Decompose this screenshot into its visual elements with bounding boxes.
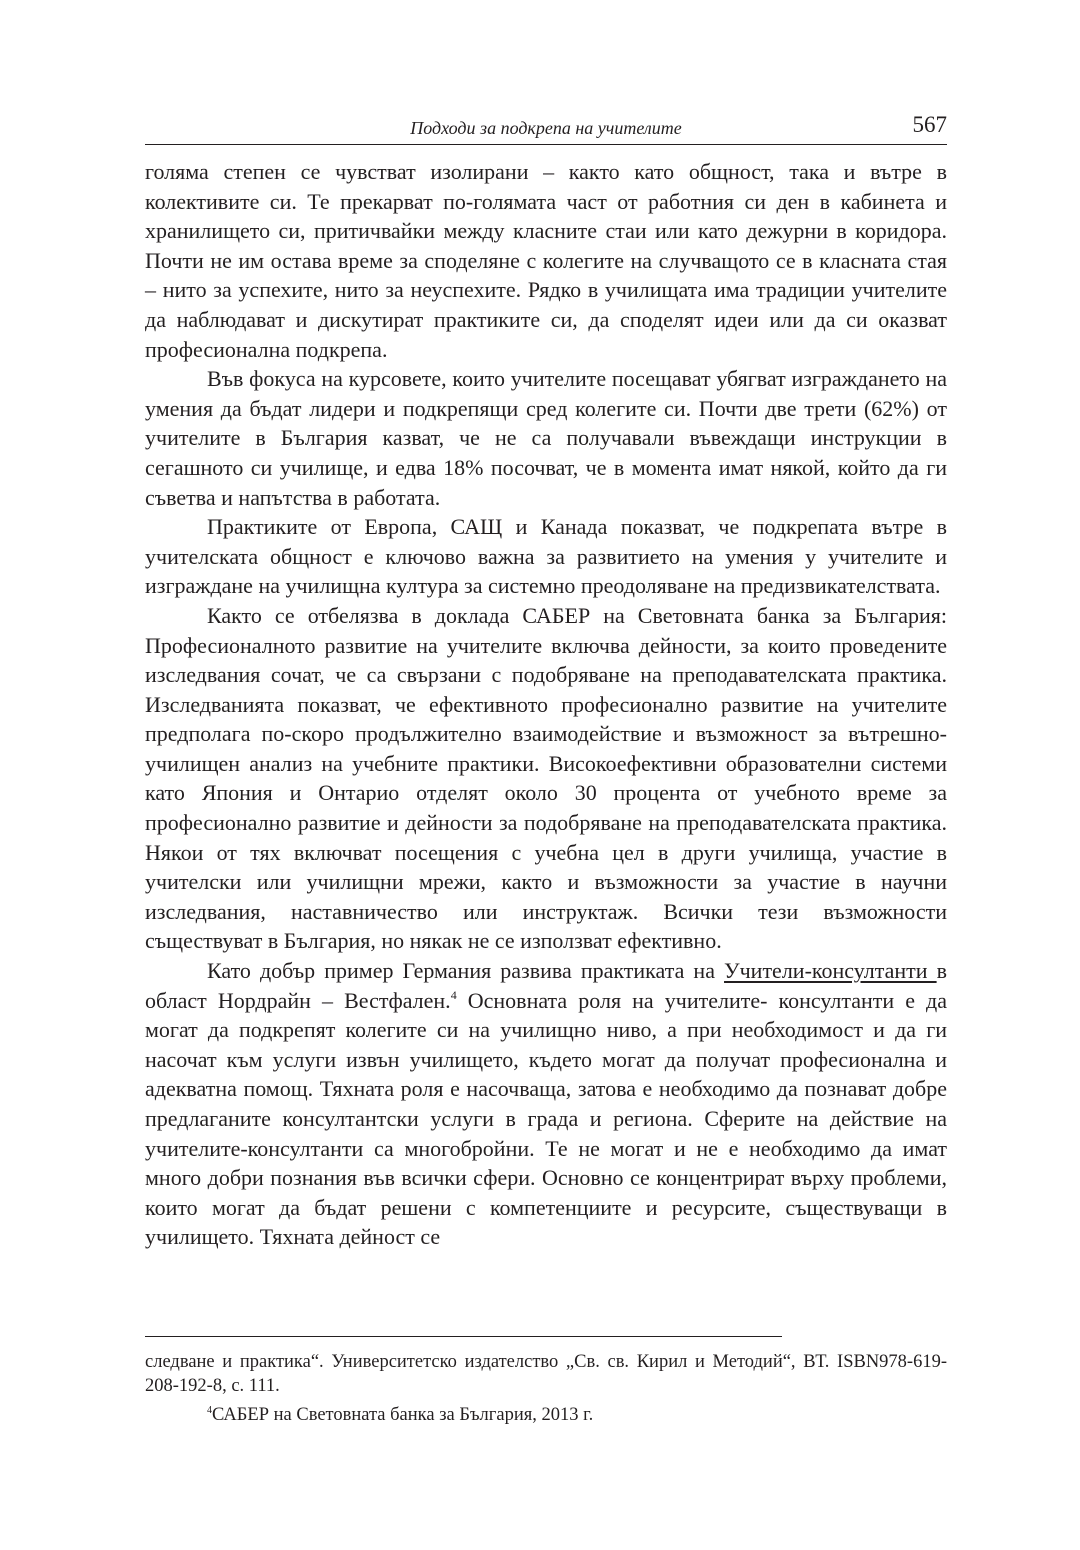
paragraph-2: Във фокуса на курсовете, които учителите посещават убягват изграждането на умения да бъдат лидери и подкрепящи сред колегите си. Почти две трети (62%) от учителите в България казват, че не са получавали въвеждащи инструкции в сегашното си училище, и едва 18% посочват, че в момента имат някой, който да ги съветва и напътства в работата.	[145, 366, 947, 510]
page-number: 567	[912, 112, 947, 137]
running-head	[145, 110, 947, 145]
running-title: Подходи за подкрепа на учителите	[410, 118, 682, 138]
footnotes	[145, 1350, 947, 1427]
footnote-4-marker: 4	[207, 1405, 212, 1416]
body-text	[145, 157, 947, 1252]
teacher-consultants-link[interactable]: Учители-консултанти	[724, 958, 937, 984]
page	[145, 110, 947, 1252]
paragraph-5-end: Основната роля на учителите- консултанти е да могат да подкрепят колегите си на училищно ниво, а при необходимост и да ги насочат към услуги извън училището, където могат да получат професионална и адекватна помощ. Тяхната роля е насочваща, затова е необходимо да познават добре предлаганите консултантски услуги в града и региона. Сферите на действие на учителите-консултанти са многобройни. Те не могат и не е необходимо да имат много добри познания във всички сфери. Основно се концентрират върху проблеми, които могат да бъдат решени с компетенциите и ресурсите, съществуващи в училището. Тяхната дейност се	[145, 987, 948, 1250]
paragraph-3: Практиките от Европа, САЩ и Канада показват, че подкрепата вътре в учителската общност е ключово важна за развитието на умения у учителите и изграждане на училищна култура за системно преодоляване на предизвикателствата.	[145, 514, 947, 599]
footnote-4-text: САБЕР на Световната банка за България, 2013 г.	[212, 1405, 594, 1425]
footnote-4	[145, 1403, 947, 1427]
footnote-reference-4[interactable]: 4	[450, 987, 457, 1002]
footnote-divider	[145, 1336, 782, 1337]
paragraph-1: голяма степен се чувстват изолирани – както като общност, така и вътре в колективите си. Те прекарват по-голямата част от работния си ден в кабинета и хранилището си, притичвайки между класните стаи или като дежурни в коридора. Почти не им остава време за споделяне с колегите на случващото се в класната стая – нито за успехите, нито за неуспехите. Рядко в училищата има традиции учителите да наблюдават и дискутират практиките си, да споделят идеи или да си оказват професионална подкрепа.	[145, 159, 947, 362]
footnote-continued: следване и практика“. Университетско издателство „Св. св. Кирил и Методий“, ВТ. ISBN978-619-208-192-8, с. 111.	[145, 1352, 947, 1396]
paragraph-5-middle: в област Нордрайн – Вестфален.	[145, 958, 947, 1013]
paragraph-5	[145, 956, 947, 1252]
paragraph-5-start: Като добър пример Германия развива практиката на	[207, 958, 725, 984]
paragraph-4: Както се отбелязва в доклада САБЕР на Световната банка за България: Професионалното развитие на учителите включва дейности, за които проведените изследвания сочат, че са свързани с подобряване на преподавателската практика. Изследванията показват, че ефективното професионално развитие на учителите предполага по-скоро продължително взаимодействие и възможност за вътрешно-училищен анализ на учебните практики. Високоефективни образователни системи като Япония и Онтарио отделят около 30 процента от учебното време за професионално развитие и дейности за подобряване на преподавателската практика. Някои от тях включват посещения с учебна цел в други училища, участие в учителски или училищни мрежи, както и възможности за участие в научни изследвания, наставничество или инструктаж. Всички тези възможности съществуват в България, но някак не се използват ефективно.	[145, 602, 947, 954]
